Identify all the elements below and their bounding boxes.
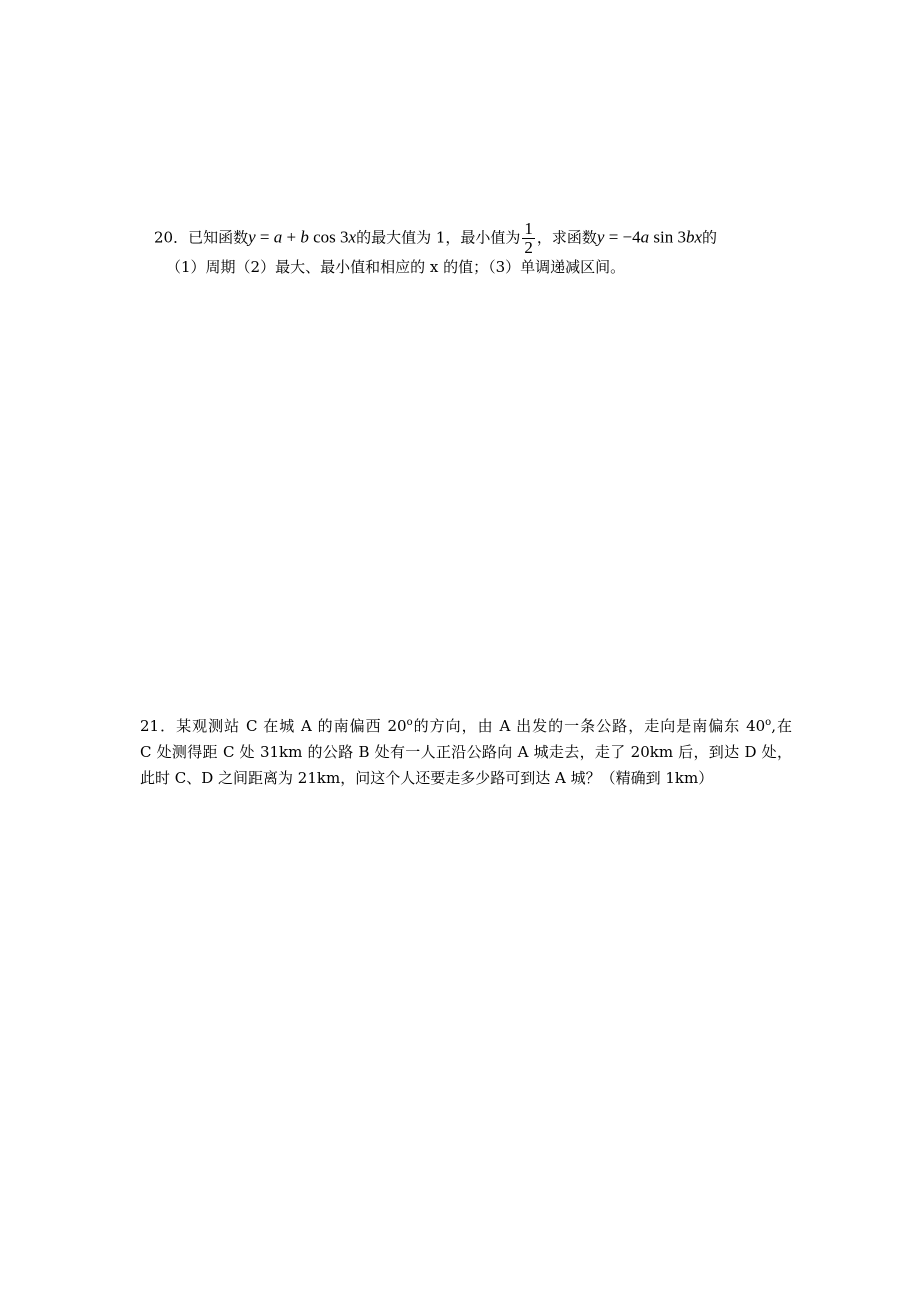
problem-text: ，求函数 — [536, 228, 597, 247]
degree-symbol: o — [765, 717, 772, 728]
problem-21-line-2: C 处测得距 C 处 31km 的公路 B 处有一人正沿公路向 A 城走去，走了 20km 后，到达 D 处， — [140, 743, 792, 761]
formula-2: y = −4a sin 3bx — [596, 227, 703, 247]
problem-20-line-2: （1）周期（2）最大、最小值和相应的 x 的值；（3）单调递减区间。 — [166, 258, 626, 276]
fraction-numerator: 1 — [524, 219, 533, 238]
degree-symbol: o — [406, 717, 413, 728]
fraction-denominator: 2 — [524, 238, 533, 257]
formula-1: y = a + b cos 3x — [248, 227, 357, 247]
problem-21-line-1: 21．某观测站 C 在城 A 的南偏西 20$^o$的方向，由 A 出发的一条公路，走向是南偏东 40$^o$,在 — [140, 717, 792, 735]
fraction-one-half — [522, 220, 535, 257]
problem-20-line-1 — [154, 220, 717, 257]
problem-21-line-3: 此时 C、D 之间距离为 21km，问这个人还要走多少路可到达 A 城？（精确到 1km） — [140, 769, 714, 787]
problem-text: 的 — [702, 228, 718, 247]
problem-number: 20． — [154, 228, 189, 247]
problem-text: 的最大值为 1，最小值为 — [356, 228, 521, 247]
problem-text: 已知函数 — [188, 228, 249, 247]
